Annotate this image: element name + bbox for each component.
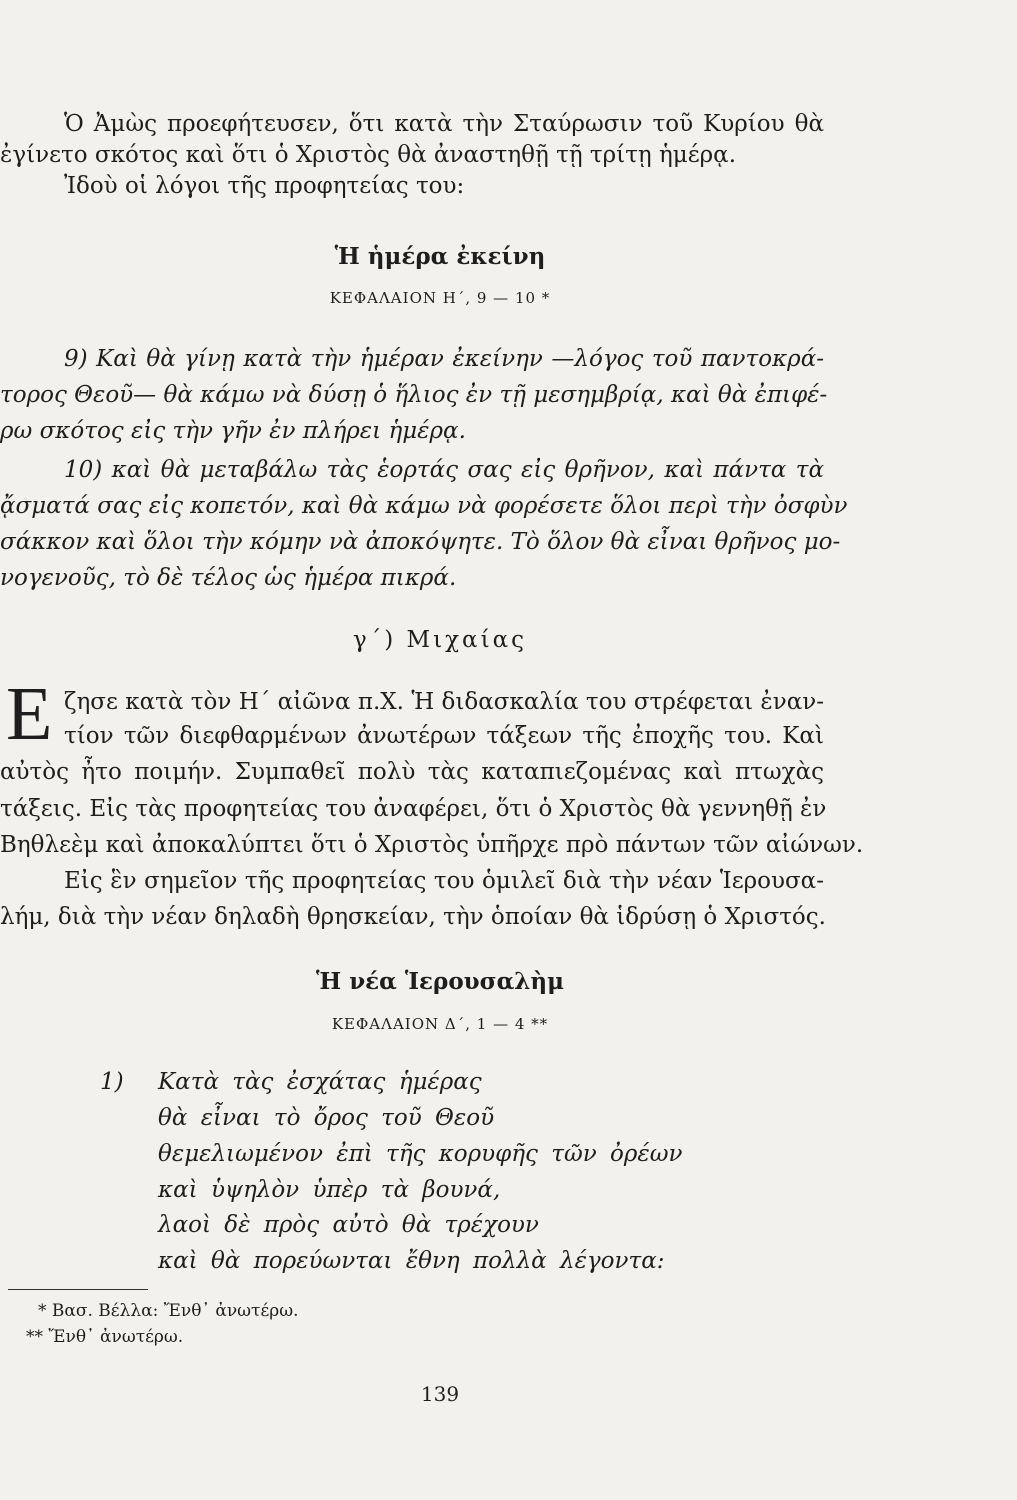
footnote-rule xyxy=(8,1289,148,1290)
verse-line: τορος Θεοῦ— θὰ κάμω νὰ δύσῃ ὁ ἥλιος ἐν τῇ μεσημβρίᾳ, καὶ θὰ ἐπιφέ- xyxy=(0,382,828,408)
body-line: τίον τῶν διεφθαρμένων ἀνωτέρων τάξεων τῆς ἐποχῆς του. Καὶ xyxy=(64,723,824,749)
verse-line: ᾄσματά σας εἰς κοπετόν, καὶ θὰ κάμω νὰ φορέσετε ὅλοι περὶ τὴν ὀσφὺν xyxy=(0,493,848,519)
footnote-2: ** Ἔνθ᾽ ἀνωτέρω. xyxy=(26,1327,184,1347)
poem-line: καὶ θὰ πορεύωνται ἔθνη πολλὰ λέγοντα: xyxy=(158,1248,665,1274)
body-line: ζησε κατὰ τὸν Η΄ αἰῶνα π.Χ. Ἡ διδασκαλία του στρέφεται ἐναν- xyxy=(64,689,824,715)
drop-cap: Ε xyxy=(6,672,53,756)
footnote-1: * Βασ. Βέλλα: Ἔνθ᾽ ἀνωτέρω. xyxy=(38,1301,299,1321)
verse-line: ρω σκότος εἰς τὴν γῆν ἐν πλήρει ἡμέρᾳ. xyxy=(0,418,466,444)
intro-line-3: Ἰδοὺ οἱ λόγοι τῆς προφητείας του: xyxy=(64,173,465,199)
poem-line: θὰ εἶναι τὸ ὄρος τοῦ Θεοῦ xyxy=(158,1105,495,1131)
page-number: 139 xyxy=(420,1382,460,1406)
poem-line: Κατὰ τὰς ἐσχάτας ἡμέρας xyxy=(158,1069,482,1095)
body-line: αὐτὸς ἦτο ποιμήν. Συμπαθεῖ πολὺ τὰς καταπιεζομένας καὶ πτωχὰς xyxy=(0,759,824,785)
section-title-1: Ἡ ἡμέρα ἐκείνη xyxy=(334,243,546,270)
body-line: Εἰς ἓν σημεῖον τῆς προφητείας του ὁμιλεῖ διὰ τὴν νέαν Ἱερουσα- xyxy=(64,868,824,894)
poem-line: θεμελιωμένον ἐπὶ τῆς κορυφῆς τῶν ὀρέων xyxy=(158,1141,683,1167)
poem-line: καὶ ὑψηλὸν ὑπὲρ τὰ βουνά, xyxy=(158,1177,501,1203)
intro-line-1: Ὁ Ἀμὼς προεφήτευσεν, ὅτι κατὰ τὴν Σταύρωσιν τοῦ Κυρίου θὰ xyxy=(64,111,824,137)
body-line: τάξεις. Εἰς τὰς προφητείας του ἀναφέρει, ὅτι ὁ Χριστὸς θὰ γεννηθῇ ἐν xyxy=(0,796,827,822)
verse-number: 1) xyxy=(100,1069,124,1095)
body-line: Βηθλεὲμ καὶ ἀποκαλύπτει ὅτι ὁ Χριστὸς ὑπῆρχε πρὸ πάντων τῶν αἰώνων. xyxy=(0,832,864,858)
body-line: λήμ, διὰ τὴν νέαν δηλαδὴ θρησκείαν, τὴν ὁποίαν θὰ ἱδρύσῃ ὁ Χριστός. xyxy=(0,904,826,930)
chapter-ref-1: ΚΕΦΑΛΑΙΟΝ Η΄, 9 — 10 * xyxy=(329,289,551,307)
intro-line-2: ἐγίνετο σκότος καὶ ὅτι ὁ Χριστὸς θὰ ἀναστηθῇ τῇ τρίτῃ ἡμέρᾳ. xyxy=(0,142,737,168)
verse-line: 10) καὶ θὰ μεταβάλω τὰς ἑορτάς σας εἰς θρῆνον, καὶ πάντα τὰ xyxy=(64,457,824,483)
section-title-2: Ἡ νέα Ἱερουσαλὴμ xyxy=(316,968,564,995)
verse-line: σάκκον καὶ ὅλοι τὴν κόμην νὰ ἀποκόψητε. Τὸ ὅλον θὰ εἶναι θρῆνος μο- xyxy=(0,529,841,555)
verse-line: νογενοῦς, τὸ δὲ τέλος ὡς ἡμέρα πικρά. xyxy=(0,565,457,591)
verse-line: 9) Καὶ θὰ γίνῃ κατὰ τὴν ἡμέραν ἐκείνην —λόγος τοῦ παντοκρά- xyxy=(64,346,824,372)
author-heading: γ΄) Μιχαίας xyxy=(353,627,527,653)
poem-line: λαοὶ δὲ πρὸς αὐτὸ θὰ τρέχουν xyxy=(158,1212,539,1238)
chapter-ref-2: ΚΕΦΑΛΑΙΟΝ Δ΄, 1 — 4 ** xyxy=(331,1015,549,1033)
